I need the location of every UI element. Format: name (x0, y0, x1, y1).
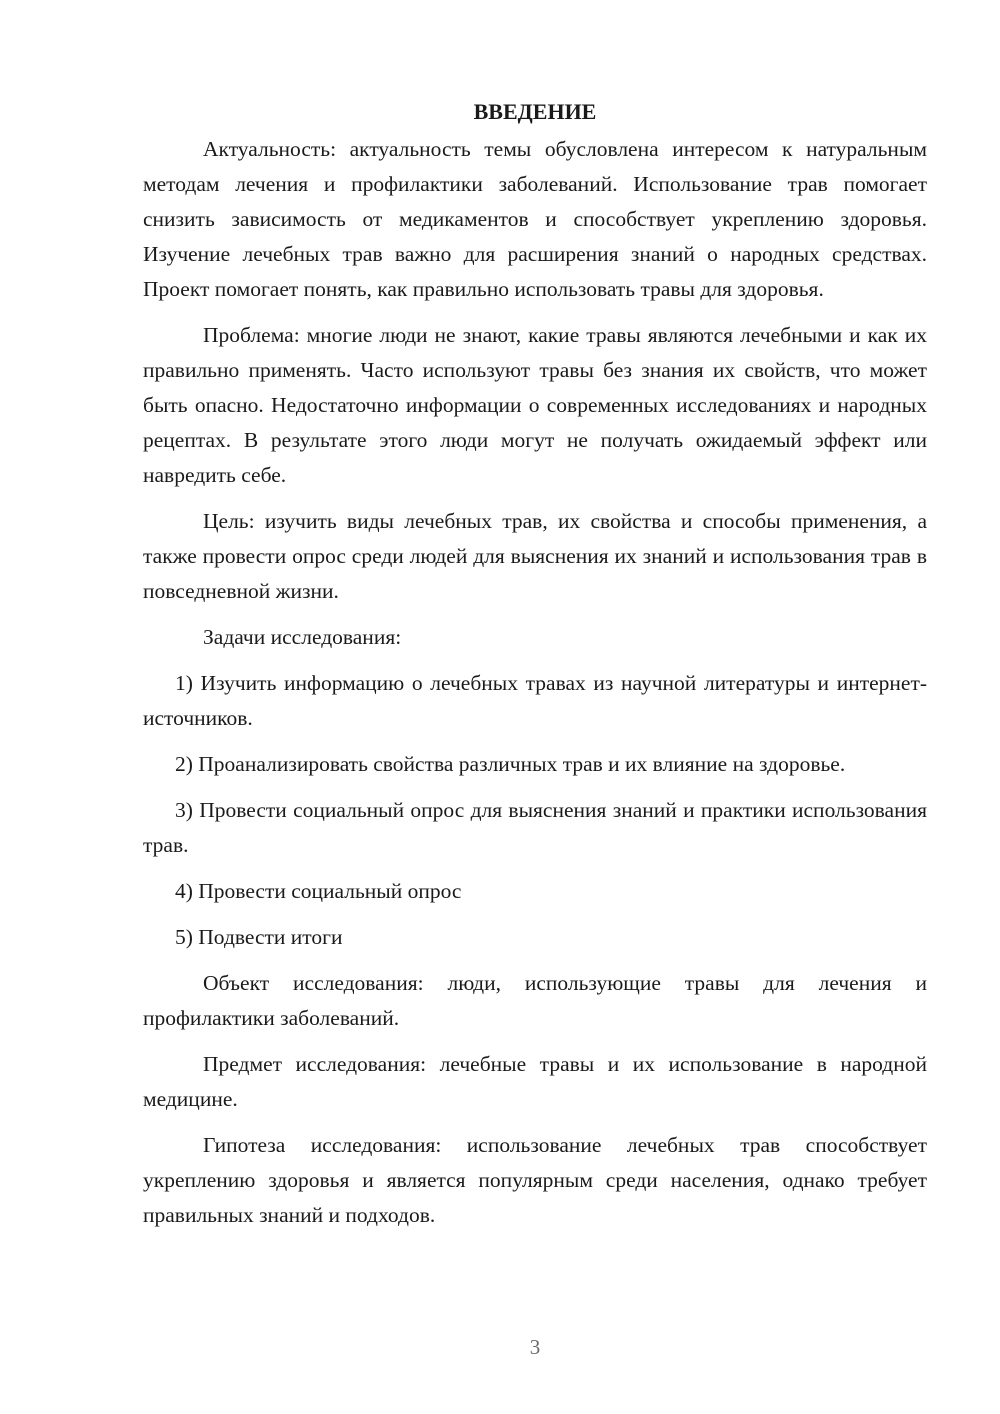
task-item-2: 2) Проанализировать свойства различных трав и их влияние на здоровье. (175, 752, 846, 776)
page-title: ВВЕДЕНИЕ (473, 99, 597, 124)
paragraph-subject: Предмет исследования: лечебные травы и их использование в народной медицине. (143, 1052, 927, 1111)
task-item-3: 3) Провести социальный опрос для выяснения знаний и практики использования трав. (143, 798, 927, 857)
page-number: 3 (529, 1335, 541, 1359)
paragraph-goal: Цель: изучить виды лечебных трав, их свойства и способы применения, а также провести опрос среди людей для выяснения их знаний и использования трав в повседневной жизни. (143, 509, 927, 603)
task-item-4: 4) Провести социальный опрос (175, 879, 462, 903)
task-item-5: 5) Подвести итоги (175, 925, 343, 949)
paragraph-relevance: Актуальность: актуальность темы обусловлена интересом к натуральным методам лечения и профилактики заболеваний. Использование трав помогает снизить зависимость от медикаментов и способствует укреплению здоровья. Изучение лечебных трав важно для расширения знаний о народных средствах. Проект помогает понять, как правильно использовать травы для здоровья. (143, 137, 927, 301)
paragraph-hypothesis: Гипотеза исследования: использование лечебных трав способствует укреплению здоровья и является популярным среди населения, однако требует правильных знаний и подходов. (143, 1133, 927, 1227)
document-page (143, 96, 927, 1233)
tasks-heading: Задачи исследования: (203, 625, 402, 649)
paragraph-problem: Проблема: многие люди не знают, какие травы являются лечебными и как их правильно применять. Часто используют травы без знания их свойств, что может быть опасно. Недостаточно информации о современных исследованиях и народных рецептах. В результате этого люди могут не получать ожидаемый эффект или навредить себе. (143, 323, 927, 487)
paragraph-object: Объект исследования: люди, использующие травы для лечения и профилактики заболеваний. (143, 971, 927, 1030)
task-item-1: 1) Изучить информацию о лечебных травах из научной литературы и интернет-источников. (143, 671, 927, 730)
